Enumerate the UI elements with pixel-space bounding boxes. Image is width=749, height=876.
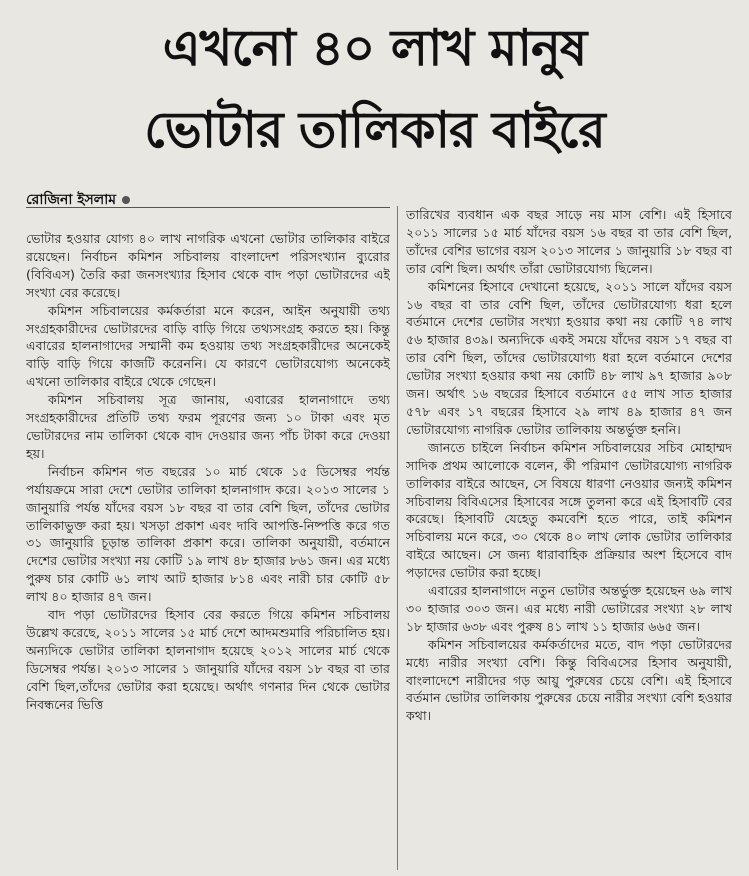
paragraph: কমিশন সচিবালয় সূত্র জানায়, এবারের হালনাগাদে তথ্য সংগ্রহকারীদের প্রতিটি তথ্য ফরম পূরণের জন্য ১০ টাকা এবং মৃত ভোটারদের নাম তালিকা থেকে বাদ দেওয়ার জন্য পাঁচ টাকা করে দেওয়া হয়।: [26, 392, 390, 461]
paragraph: তারিখের ব্যবধান এক বছর সাড়ে নয় মাস বেশি। এই হিসাবে ২০১১ সালের ১৫ মার্চ যাঁদের বয়স ১৬ বছর বা তার বেশি ছিল, তাঁদের বেশির ভাগের বয়স ২০১৩ সালের ১ জানুয়ারি ১৮ বছর বা তার বেশি ছিল। অর্থাৎ তাঁরা ভোটারযোগ্য ছিলেন।: [406, 207, 732, 276]
headline-line-1: এখনো ৪০ লাখ মানুষ: [162, 19, 587, 77]
column-divider: [397, 206, 398, 870]
paragraph: এবারের হালনাগাদে নতুন ভোটার অন্তর্ভুক্ত হয়েছেন ৬৯ লাখ ৩০ হাজার ৩০৩ জন। এর মধ্যে নারী ভোটারের সংখ্যা ২৮ লাখ ১৮ হাজার ৬৩৮ এবং পুরুষ ৪১ লাখ ১১ হাজার ৬৬৫ জন।: [406, 583, 732, 634]
paragraph: কমিশন সচিবালয়ের কর্মকর্তারা মনে করেন, আইন অনুযায়ী তথ্য সংগ্রহকারীদের ভোটারদের বাড়ি বাড়ি গিয়ে তথ্যসংগ্রহ করতে হয়। কিন্তু এবারের হালনাগাদের সম্মানী কম হওয়ায় তথ্য সংগ্রহকারীদের অনেকেই বাড়ি বাড়ি গিয়ে কাজটি করেননি। যে কারণে ভোটারযোগ্য অনেকেই এখনো তালিকার বাইরে থেকে গেছেন।: [26, 302, 390, 390]
right-column: [406, 206, 732, 872]
headline-line-2: ভোটার তালিকার বাইরে: [144, 101, 605, 159]
paragraph: জানতে চাইলে নির্বাচন কমিশন সচিবালয়ের সচিব মোহাম্মদ সাদিক প্রথম আলোকে বলেন, কী পরিমাণ ভোটারযোগ্য নাগরিক তালিকার বাইরে আছেন, সে বিষয়ে ধারণা নেওয়ার জন্যই কমিশন সচিবালয় বিবিএসের হিসাবের সঙ্গে তুলনা করে এই হিসাবটি বের করেছে। হিসাবটি যেহেতু কমবেশি হতে পারে, তাই কমিশন সচিবালয় মনে করে, ৩০ থেকে ৪০ লাখ লোক ভোটার তালিকার বাইরে আছেন। সে জন্য ধারাবাহিক প্রক্রিয়ার অংশ হিসেবে বাদ পড়াদের ভোটার করা হচ্ছে।: [406, 439, 732, 581]
left-column: [26, 230, 390, 870]
paragraph: ভোটার হওয়ার যোগ্য ৪০ লাখ নাগরিক এখনো ভোটার তালিকার বাইরে রয়েছেন। নির্বাচন কমিশন সচিবালয় বাংলাদেশ পরিসংখ্যান ব্যুরোর (বিবিএস) তৈরি করা জনসংখ্যার হিসাব থেকে বাদ পড়া ভোটারদের এই সংখ্যা বের করেছে।: [26, 231, 390, 300]
author-name: রোজিনা ইসলাম: [26, 192, 117, 208]
paragraph: কমিশনের হিসাবে দেখানো হয়েছে, ২০১১ সালে যাঁদের বয়স ১৬ বছর বা তার বেশি ছিল, তাঁদের ভোটারযোগ্য ধরা হলে বর্তমানে দেশের ভোটার সংখ্যা হওয়ার কথা নয় কোটি ৭৪ লাখ ৫৬ হাজার ৪৩৯। অন্যদিকে একই সময়ে যাঁদের বয়স ১৭ বছর বা তার বেশি ছিল, তাঁদের ভোটারযোগ্য ধরা হলে বর্তমানে দেশের ভোটার সংখ্যা হওয়ার কথা নয় কোটি ৪৮ লাখ ৯৭ হাজার ৯০৮ জন। অর্থাৎ ১৬ বছরের হিসাবে বর্তমানে ৫৫ লাখ সাত হাজার ৫৭৮ এবং ১৭ বছরের হিসাবে ২৯ লাখ ৪৯ হাজার ৪৭ জন ভোটারযোগ্য নাগরিক ভোটার তালিকায় অন্তর্ভুক্ত হননি।: [406, 278, 732, 437]
paragraph: কমিশন সচিবালয়ের কর্মকর্তাদের মতে, বাদ পড়া ভোটারদের মধ্যে নারীর সংখ্যা বেশি। কিন্তু বিবিএসের হিসাব অনুযায়ী, বাংলাদেশে নারীদের গড় আয়ু পুরুষের চেয়ে বেশি। এই হিসাবে বর্তমান ভোটার তালিকায় পুরুষের চেয়ে নারীর সংখ্যা বেশি হওয়ার কথা।: [406, 636, 732, 724]
paragraph: নির্বাচন কমিশন গত বছরের ১০ মার্চ থেকে ১৫ ডিসেম্বর পর্যন্ত পর্যায়ক্রমে সারা দেশে ভোটার তালিকা হালনাগাদ করে। ২০১৩ সালের ১ জানুয়ারি পর্যন্ত যাঁদের বয়স ১৮ বছর বা তার বেশি ছিল, তাঁদের ভোটার তালিকাভুক্ত করা হয়। খসড়া প্রকাশ এবং দাবি আপত্তি-নিষ্পত্তি করে গত ৩১ জানুয়ারি চূড়ান্ত তালিকা প্রকাশ করে। তালিকা অনুযায়ী, বর্তমানে দেশের ভোটার সংখ্যা নয় কোটি ১৯ লাখ ৪৮ হাজার ৮৬১ জন। এর মধ্যে পুরুষ চার কোটি ৬১ লাখ আট হাজার ৮১৪ এবং নারী চার কোটি ৫৮ লাখ ৪০ হাজার ৪৭ জন।: [26, 463, 390, 605]
byline: [26, 188, 386, 212]
paragraph: বাদ পড়া ভোটারদের হিসাব বের করতে গিয়ে কমিশন সচিবালয় উল্লেখ করেছে, ২০১১ সালের ১৫ মার্চ দেশে আদমশুমারি পরিচালিত হয়। অন্যদিকে ভোটার তালিকা হালনাগাদ হয়েছে ২০১২ সালের মার্চ থেকে ডিসেম্বর পর্যন্ত। ২০১৩ সালের ১ জানুয়ারি যাঁদের বয়স ১৮ বছর বা তার বেশি ছিল,তাঁদের ভোটার করা হয়েছে। অর্থাৎ গণনার দিন থেকে ভোটার নিবন্ধনের ভিত্তি: [26, 607, 390, 712]
byline-dot-icon: [122, 196, 130, 204]
